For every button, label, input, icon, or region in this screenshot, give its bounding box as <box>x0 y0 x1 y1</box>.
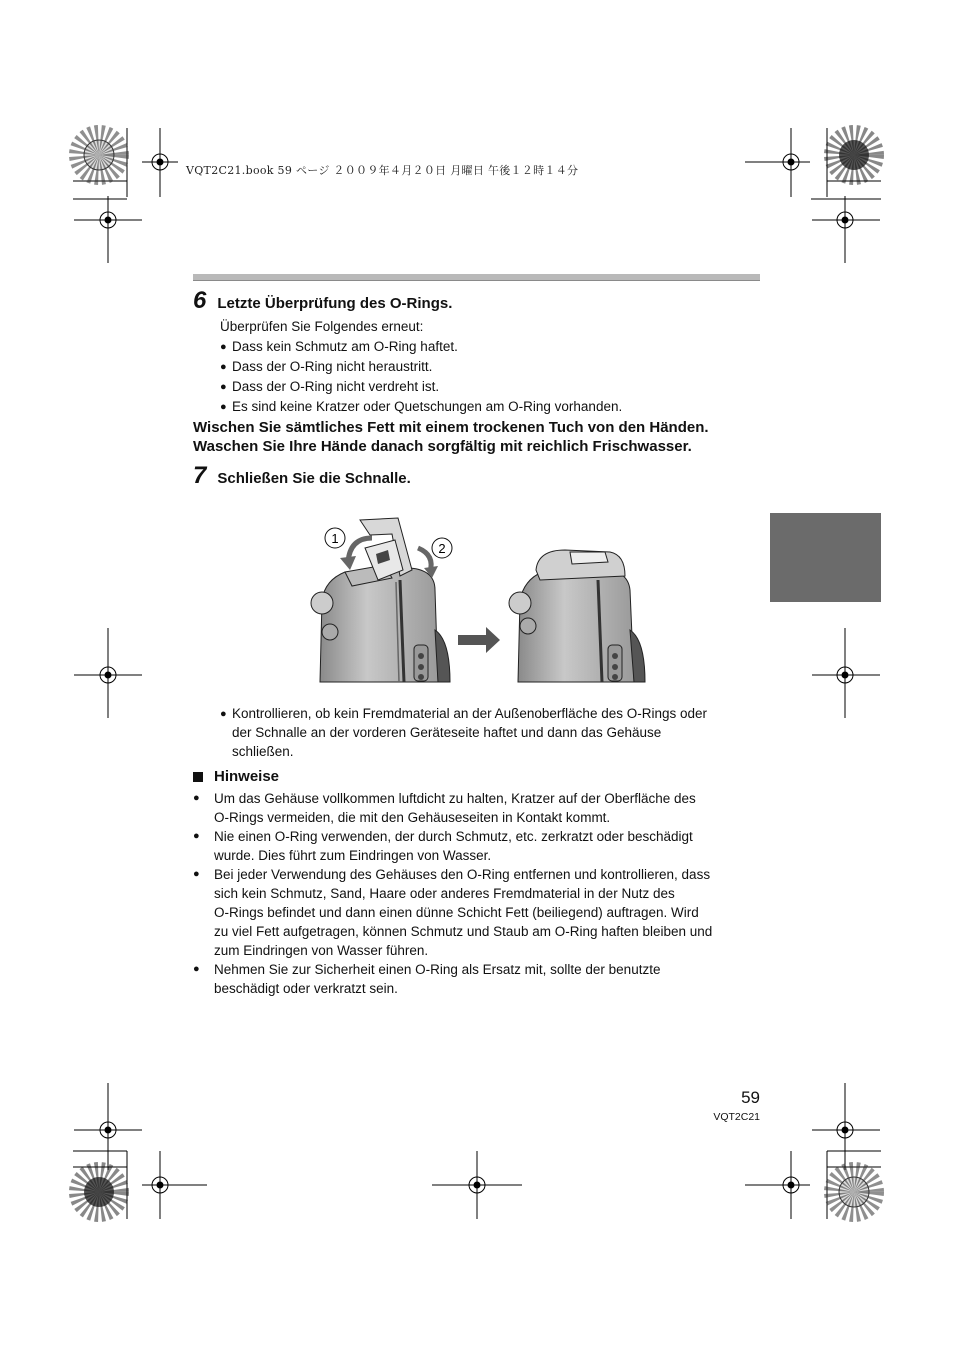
list-item: ● Dass der O-Ring nicht verdreht ist. <box>220 377 780 397</box>
bullet-icon: ● <box>193 792 200 804</box>
bullet-icon: ● <box>220 341 227 353</box>
print-header: VQT2C21.book 59 ページ ２００９年４月２０日 月曜日 午後１２時１４分 <box>186 164 579 177</box>
arrow-right-icon <box>458 627 500 653</box>
bullet-icon: ● <box>193 868 200 880</box>
housing-closed-buckle <box>509 550 645 682</box>
list-item: ● Dass der O-Ring nicht heraustritt. <box>220 357 780 377</box>
list-item: ● Um das Gehäuse vollkommen luftdicht zu halten, Kratzer auf der Oberfläche des O-Rings vermeiden, die mit den Gehäuseseiten in Kontakt kommt. <box>193 791 696 825</box>
section-rule <box>193 274 760 281</box>
callout-1: 1 <box>331 531 339 546</box>
warning-text: Wischen Sie sämtliches Fett mit einem trockenen Tuch von den Händen. Waschen Sie Ihre Hände danach sorgfältig mit reichlich Frischwasser. <box>193 419 709 455</box>
list-item: ● Es sind keine Kratzer oder Quetschungen am O-Ring vorhanden. <box>220 397 780 417</box>
notes-list <box>193 789 765 998</box>
list-item: ● Nie einen O-Ring verwenden, der durch Schmutz, etc. zerkratzt oder beschädigt wurde. Dies führt zum Eindringen von Wasser. <box>193 829 693 863</box>
section-tab <box>770 513 881 602</box>
step-6-checklist <box>220 337 780 417</box>
model-code: VQT2C21 <box>713 1111 760 1123</box>
bullet-icon: ● <box>220 401 227 413</box>
step-7-note <box>220 704 780 761</box>
notes-heading: Hinweise <box>193 768 279 785</box>
list-item: ● Nehmen Sie zur Sicherheit einen O-Ring als Ersatz mit, sollte der benutzte beschädigt oder verkratzt sein. <box>193 962 661 996</box>
bullet-icon: ● <box>193 830 200 842</box>
step-number: 7 <box>193 462 207 489</box>
step-number: 6 <box>193 287 207 314</box>
square-bullet-icon <box>193 772 203 782</box>
callout-2: 2 <box>438 541 446 556</box>
bullet-icon: ● <box>220 361 227 373</box>
step-title: Schließen Sie die Schnalle. <box>217 470 411 487</box>
list-item: ● Kontrollieren, ob kein Fremdmaterial an der Außenoberfläche des O-Rings oder der Schnalle an der vorderen Geräteseite haftet und dann das Gehäuse schließen. <box>220 706 707 759</box>
step-6-intro: Überprüfen Sie Folgendes erneut: <box>220 319 424 334</box>
list-item: ● Dass kein Schmutz am O-Ring haftet. <box>220 337 780 357</box>
buckle-closing-illustration <box>300 510 660 685</box>
list-item: ● Bei jeder Verwendung des Gehäuses den O-Ring entfernen und kontrollieren, dass sich kein Schmutz, Sand, Haare oder anderes Fremdmaterial in der Nutz des O-Rings befindet und dann einen dünne Schicht Fett (beiliegend) auftragen. Wird zu viel Fett aufgetragen, können Schmutz und Staub am O-Ring haften bleiben und zum Eindringen von Wasser führen. <box>193 867 713 958</box>
page-number: 59 <box>741 1088 760 1107</box>
step-6-heading <box>193 289 452 313</box>
bullet-icon: ● <box>220 381 227 393</box>
step-7-heading <box>193 464 411 488</box>
bullet-icon: ● <box>193 963 200 975</box>
bullet-icon: ● <box>220 708 227 720</box>
step-title: Letzte Überprüfung des O-Rings. <box>217 295 453 312</box>
